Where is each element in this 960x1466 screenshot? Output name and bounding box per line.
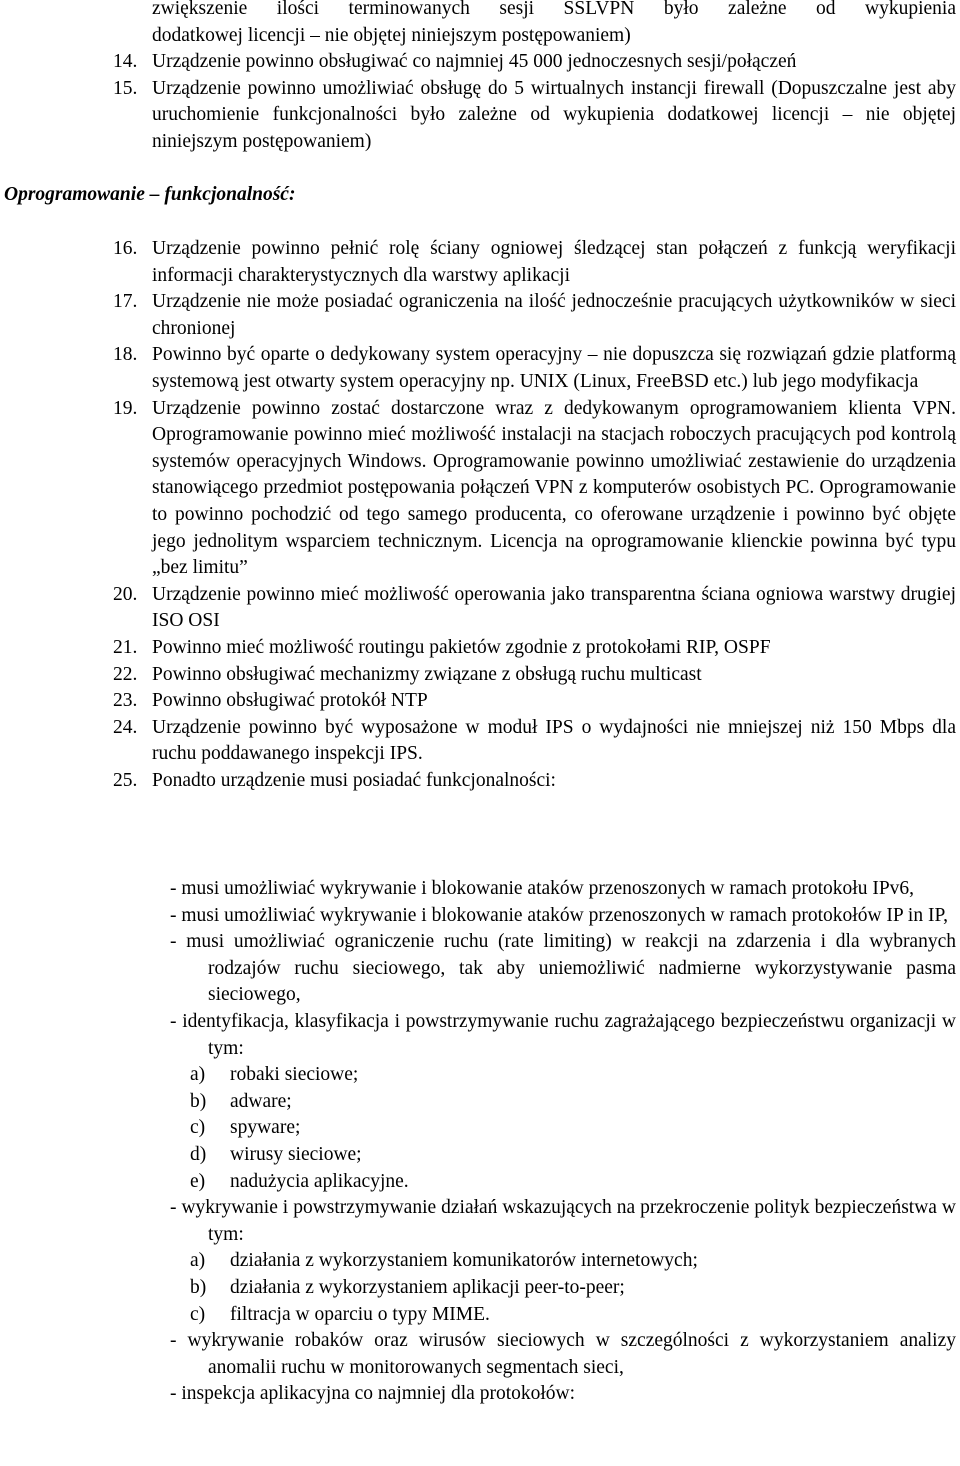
item-text: Powinno obsługiwać protokół NTP bbox=[152, 690, 428, 712]
sub-item-e bbox=[0, 1169, 960, 1196]
dash-item-text: - wykrywanie i powstrzymywanie działań wskazujących na przekroczenie polityk bezpieczeństwa w tym: bbox=[170, 1197, 956, 1245]
dash-item-ipv6 bbox=[0, 876, 960, 903]
sub-item-letter: a) bbox=[190, 1250, 206, 1272]
item-text: Urządzenie powinno umożliwiać obsługę do 5 wirtualnych instancji firewall (Dopuszczalne jest aby uruchomienie funkcjonalności było zależne od wykupienia dodatkowej licencji – nie objętej niniejszym postępowaniem) bbox=[152, 77, 956, 152]
item-number: 21. bbox=[113, 636, 138, 658]
sub-item-b bbox=[0, 1089, 960, 1116]
dash-item-policy-violations bbox=[0, 1195, 960, 1248]
item-text: Urządzenie nie może posiadać ograniczenia na ilość jednocześnie pracujących użytkowników w sieci chronionej bbox=[152, 291, 956, 339]
sub-item-c bbox=[0, 1302, 960, 1329]
sub-item-text: spyware; bbox=[230, 1117, 301, 1139]
item-number: 22. bbox=[113, 663, 138, 685]
sub-item-b bbox=[0, 1275, 960, 1302]
item-number: 23. bbox=[113, 690, 138, 712]
intro-continuation bbox=[152, 0, 956, 49]
item-number: 24. bbox=[113, 716, 138, 738]
dash-item-app-inspection bbox=[0, 1381, 960, 1408]
dash-item-text: - musi umożliwiać wykrywanie i blokowanie ataków przenoszonych w ramach protokołów IP in IP, bbox=[170, 904, 949, 926]
dash-item-ip-in-ip bbox=[0, 903, 960, 930]
sub-item-text: adware; bbox=[230, 1090, 292, 1112]
list-item-25 bbox=[0, 768, 960, 795]
dash-item-text: - wykrywanie robaków oraz wirusów sieciowych w szczególności z wykorzystaniem analizy anomalii ruchu w monitorowanych segmentach sieci, bbox=[170, 1330, 956, 1378]
dash-item-text: - musi umożliwiać wykrywanie i blokowanie ataków przenoszonych w ramach protokołu IPv6, bbox=[170, 878, 915, 899]
item-number: 25. bbox=[113, 769, 138, 791]
sub-item-d bbox=[0, 1142, 960, 1169]
list-item-16 bbox=[0, 236, 960, 289]
list-item-20 bbox=[0, 582, 960, 635]
item-text: Powinno być oparte o dedykowany system operacyjny – nie dopuszcza się rozwiązań gdzie platformą systemową jest otwarty system operacyjny np. UNIX (Linux, FreeBSD etc.) lub jego modyfikacja bbox=[152, 344, 956, 392]
item-number: 18. bbox=[113, 344, 138, 366]
list-item-21 bbox=[0, 635, 960, 662]
sub-item-text: działania z wykorzystaniem aplikacji peer-to-peer; bbox=[230, 1276, 625, 1298]
sub-item-letter: c) bbox=[190, 1117, 206, 1139]
sub-item-text: nadużycia aplikacyjne. bbox=[230, 1170, 409, 1192]
list-item-23 bbox=[0, 688, 960, 715]
item-text: Urządzenie powinno pełnić rolę ściany ogniowej śledzącej stan połączeń z funkcją weryfikacji informacji charakterystycznych dla warstwy aplikacji bbox=[152, 238, 956, 286]
sub-item-a bbox=[0, 1248, 960, 1275]
dash-item-text: - musi umożliwiać ograniczenie ruchu (rate limiting) w reakcji na zdarzenia i dla wybranych rodzajów ruchu sieciowego, tak aby uniemożliwić nadmierne wykorzystywanie pasma sieciowego, bbox=[170, 931, 956, 1006]
item-number: 16. bbox=[113, 238, 138, 259]
item-number: 14. bbox=[113, 51, 138, 72]
list-item-19 bbox=[0, 396, 960, 582]
sub-item-c bbox=[0, 1115, 960, 1142]
list-item-18 bbox=[0, 342, 960, 395]
sub-item-a bbox=[0, 1062, 960, 1089]
item-text: Urządzenie powinno zostać dostarczone wraz z dedykowanym oprogramowaniem klienta VPN. Oprogramowanie powinno mieć możliwość instalacji na stacjach roboczych pracujących pod kontrolą systemów operacyjnych Windows. Oprogramowanie powinno umożliwiać zestawienie do urządzenia stanowiącego przedmiot postępowania połączeń VPN z komputerów osobistych PC. Oprogramowanie to powinno pochodzić od tego samego producenta, co oferowane urządzenie i powinno być objęte jego jednolitym wsparciem technicznym. Licencja na oprogramowanie klienckie powinna być typu „bez limitu” bbox=[152, 397, 956, 579]
item-number: 17. bbox=[113, 291, 138, 313]
item-number: 20. bbox=[113, 583, 138, 605]
sub-item-letter: b) bbox=[190, 1090, 207, 1112]
dash-item-worms-viruses bbox=[0, 1328, 960, 1381]
items-group-a bbox=[0, 49, 960, 155]
item-text: Urządzenie powinno mieć możliwość operowania jako transparentna ściana ogniowa warstwy drugiej ISO OSI bbox=[152, 583, 956, 632]
item-text: Powinno mieć możliwość routingu pakietów zgodnie z protokołami RIP, OSPF bbox=[152, 636, 771, 658]
dash-item-text: - identyfikacja, klasyfikacja i powstrzymywanie ruchu zagrażającego bezpieczeństwu organizacji w tym: bbox=[170, 1010, 956, 1059]
dash-list bbox=[0, 876, 960, 1408]
section-heading: Oprogramowanie – funkcjonalność: bbox=[4, 184, 296, 205]
item-text: Powinno obsługiwać mechanizmy związane z obsługą ruchu multicast bbox=[152, 663, 702, 685]
sub-item-text: wirusy sieciowe; bbox=[230, 1143, 362, 1165]
sub-item-letter: a) bbox=[190, 1064, 206, 1086]
item-text: Urządzenie powinno obsługiwać co najmniej 45 000 jednoczesnych sesji/połączeń bbox=[152, 51, 797, 72]
list-item-24 bbox=[0, 715, 960, 768]
sub-item-text: filtracja w oparciu o typy MIME. bbox=[230, 1303, 490, 1325]
sub-item-text: robaki sieciowe; bbox=[230, 1064, 359, 1086]
item-text: Urządzenie powinno być wyposażone w moduł IPS o wydajności nie mniejszej niż 150 Mbps dla ruchu poddawanego inspekcji IPS. bbox=[152, 716, 956, 765]
item-number: 15. bbox=[113, 77, 138, 99]
list-item-22 bbox=[0, 662, 960, 689]
items-group-b bbox=[0, 236, 960, 794]
dash-item-rate-limiting bbox=[0, 929, 960, 1009]
sub-item-text: działania z wykorzystaniem komunikatorów internetowych; bbox=[230, 1250, 698, 1272]
list-item-15 bbox=[0, 76, 960, 156]
sub-item-letter: d) bbox=[190, 1143, 207, 1165]
dash-item-text: - inspekcja aplikacyjna co najmniej dla protokołów: bbox=[170, 1383, 576, 1405]
sub-item-letter: b) bbox=[190, 1276, 207, 1298]
list-item-17 bbox=[0, 289, 960, 342]
dash-item-identification bbox=[0, 1009, 960, 1062]
sub-item-letter: c) bbox=[190, 1303, 206, 1325]
sub-item-letter: e) bbox=[190, 1170, 206, 1192]
intro-line-1: zwiększenie ilości terminowanych sesji SSLVPN było zależne od wykupienia bbox=[152, 0, 956, 19]
item-number: 19. bbox=[113, 397, 138, 419]
intro-line-2: dodatkowej licencji – nie objętej niniejszym postępowaniem) bbox=[152, 24, 631, 46]
list-item-14 bbox=[0, 49, 960, 76]
item-text: Ponadto urządzenie musi posiadać funkcjonalności: bbox=[152, 769, 556, 791]
